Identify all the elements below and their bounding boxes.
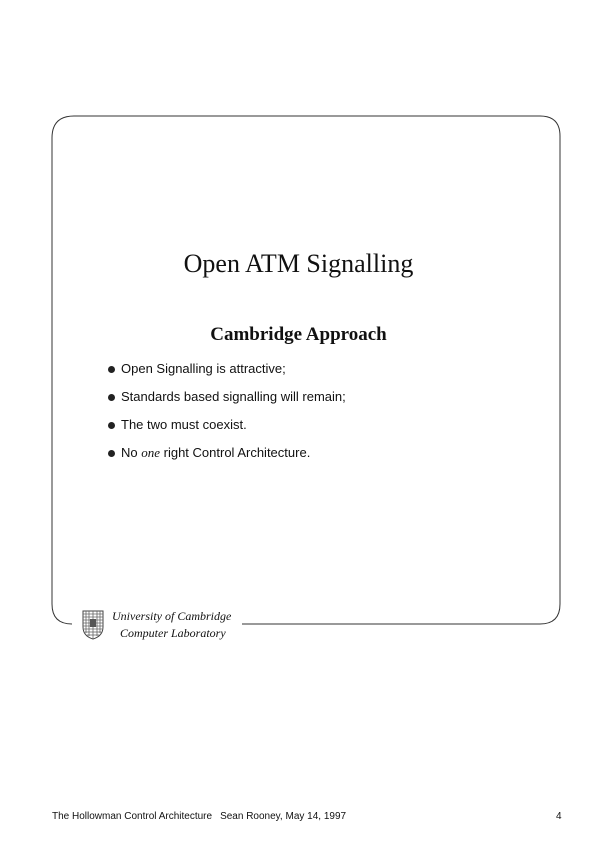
bullet-text-pre: No	[121, 445, 142, 460]
footer-left	[52, 810, 346, 824]
bullet-text-post: right Control Architecture.	[160, 445, 311, 460]
bullet-list	[108, 355, 346, 467]
bullet-icon	[108, 394, 115, 401]
bullet-item	[108, 411, 346, 439]
bullet-icon	[108, 422, 115, 429]
bullet-icon	[108, 366, 115, 373]
laboratory-name: Computer Laboratory	[120, 626, 226, 640]
bullet-item	[108, 355, 346, 383]
page-number: 4	[556, 811, 562, 822]
bullet-item	[108, 383, 346, 411]
bullet-emphasis: one	[141, 445, 161, 460]
bullet-text: Open Signalling is attractive;	[121, 361, 286, 376]
bullet-item	[108, 439, 346, 467]
footer-document-title: The Hollowman Control Architecture	[52, 811, 213, 822]
footer-author-date: Sean Rooney, May 14, 1997	[220, 811, 347, 822]
bullet-text	[121, 439, 310, 467]
slide-title: Open ATM Signalling	[183, 249, 414, 278]
bullet-text: Standards based signalling will remain;	[121, 389, 346, 404]
bullet-icon	[108, 450, 115, 457]
slide-subtitle: Cambridge Approach	[210, 324, 387, 345]
university-crest-icon	[82, 610, 104, 640]
university-name: University of Cambridge	[112, 609, 232, 623]
bullet-text: The two must coexist.	[121, 417, 247, 432]
